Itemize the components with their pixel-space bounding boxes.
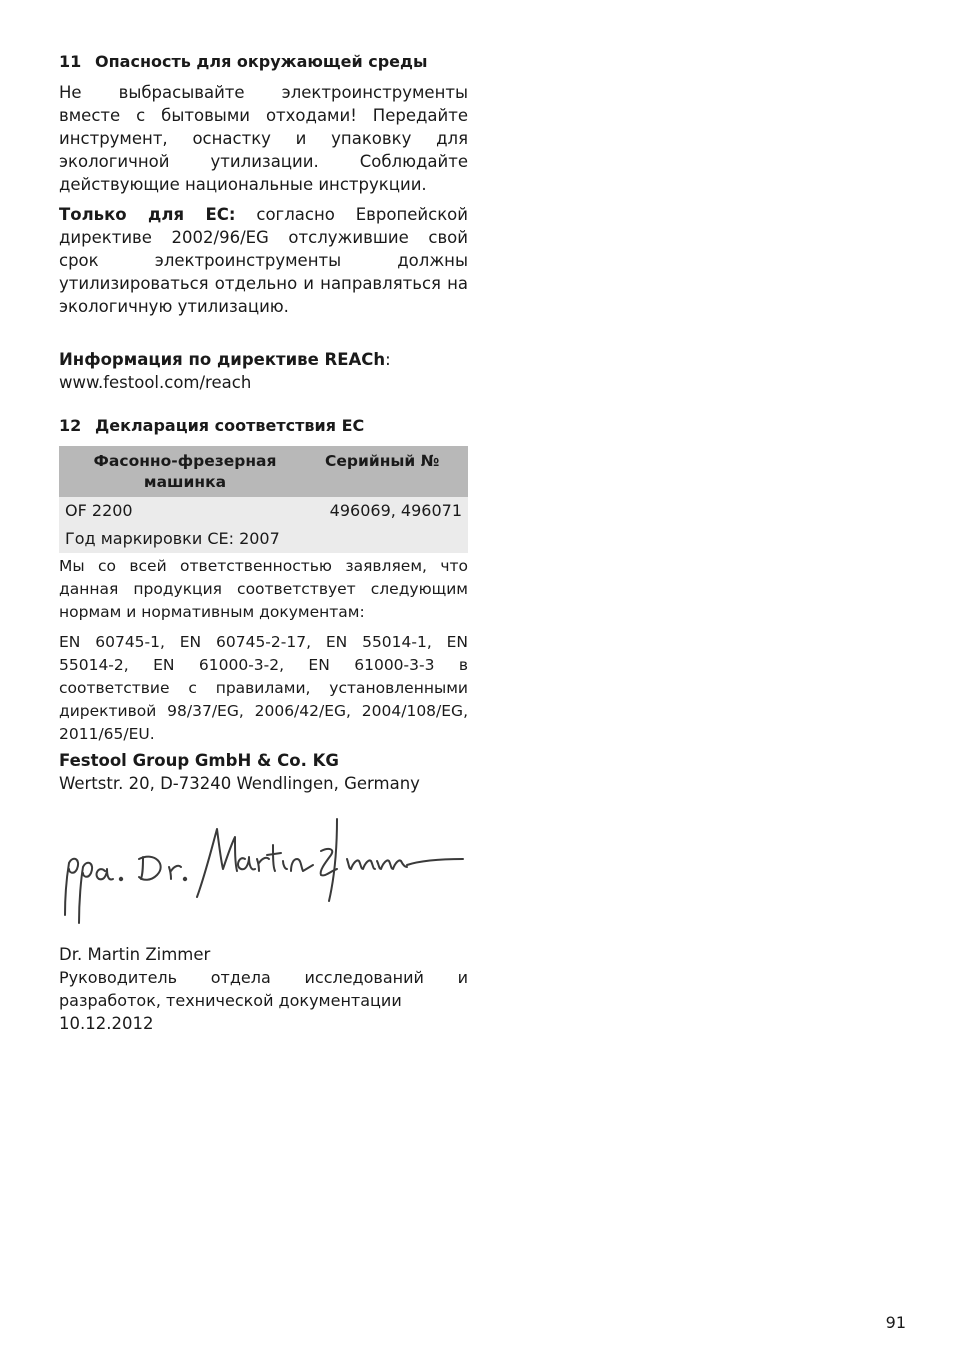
model-cell: OF 2200 <box>59 497 311 525</box>
page-number: 91 <box>885 1313 906 1332</box>
reach-info <box>59 348 468 371</box>
section-12-number: 12 <box>59 416 82 435</box>
disposal-paragraph: Не выбрасывайте электроинструменты вместе с бытовыми отходами! Передайте инструмент, оснастку и упаковку для экологичной утилизации. Соблюдайте действующие национальные инструкции. <box>59 83 468 194</box>
company-address: Wertstr. 20, D-73240 Wendlingen, Germany <box>59 774 420 793</box>
section-11-title: Опасность для окружающей среды <box>95 52 428 71</box>
reach-label: Информация по директиве REACh <box>59 350 386 369</box>
conformity-statement: Мы со всей ответственностью заявляем, что данная продукция соответствует следующим нормам и нормативным документам: <box>59 557 468 621</box>
section-12-heading <box>59 414 468 438</box>
signature-date: 10.12.2012 <box>59 1014 154 1033</box>
eu-label: Только для ЕС: <box>59 205 236 224</box>
reach-url: www.festool.com/reach <box>59 373 252 392</box>
reach-colon: : <box>385 350 391 369</box>
table-header-product: Фасонно-фрезерная машинка <box>59 446 311 497</box>
table-row <box>59 525 468 553</box>
document-column <box>59 50 468 1035</box>
section-12-title: Декларация соответствия ЕС <box>95 416 365 435</box>
eu-text: согласно Европейской директиве 2002/96/EG отслужившие свой срок электроинструменты должны утилизироваться отдельно и направляться на экологичную утилизацию. <box>59 205 468 316</box>
handwritten-signature <box>59 815 468 933</box>
signer-title: Руководитель отдела исследований и разработок, технической документации <box>59 968 468 1010</box>
table-header-row <box>59 446 468 497</box>
section-11-heading <box>59 50 468 74</box>
section-11-number: 11 <box>59 52 82 71</box>
standards-list: EN 60745-1, EN 60745-2-17, EN 55014-1, EN 55014-2, EN 61000-3-2, EN 61000-3-3 в соответствие с правилами, установленными директивой 98/37/EG, 2006/42/EG, 2004/108/EG, 2011/65/EU. <box>59 633 468 743</box>
declaration-table <box>59 446 468 553</box>
serials-cell: 496069, 496071 <box>311 497 468 525</box>
table-row <box>59 497 468 525</box>
eu-paragraph <box>59 203 468 318</box>
ce-year-cell: Год маркировки СЕ: 2007 <box>59 525 468 553</box>
signer-name: Dr. Martin Zimmer <box>59 945 211 964</box>
table-header-serial: Серийный № <box>311 446 468 497</box>
company-name: Festool Group GmbH & Co. KG <box>59 751 339 770</box>
